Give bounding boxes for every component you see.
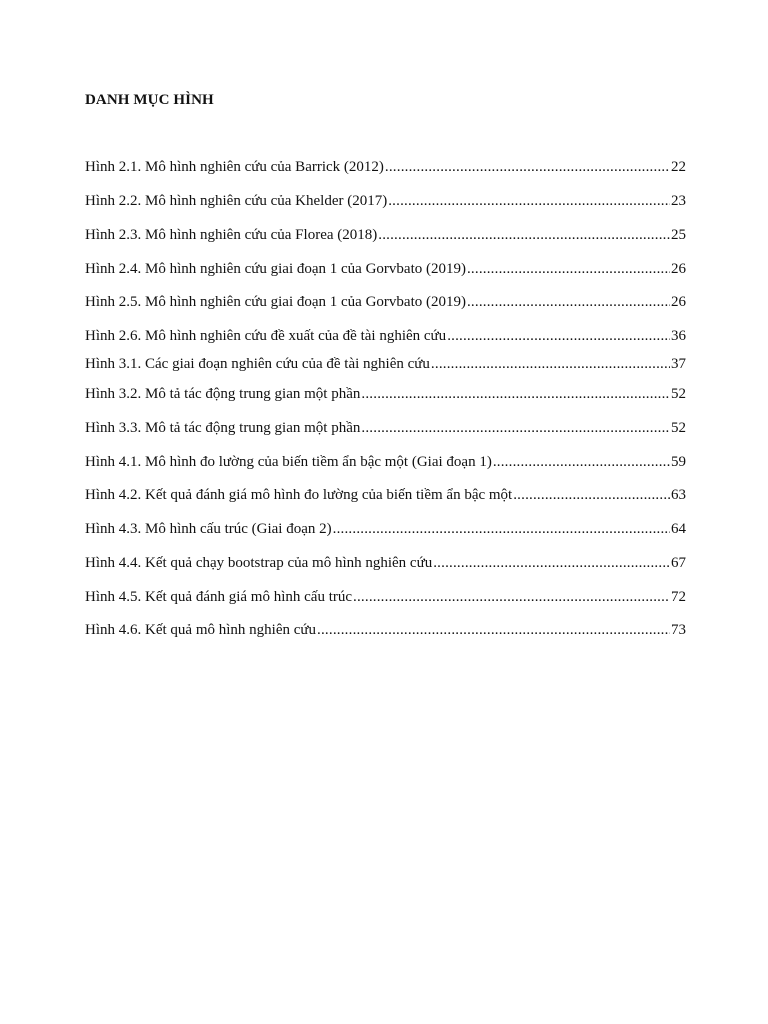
dot-leader <box>388 191 670 211</box>
entry-page-number: 22 <box>671 159 686 175</box>
list-item <box>85 452 686 472</box>
entry-label: Hình 3.1. Các giai đoạn nghiên cứu của đề tài nghiên cứu <box>85 356 430 372</box>
dot-leader <box>467 259 670 279</box>
entry-label: Hình 2.2. Mô hình nghiên cứu của Khelder (2017) <box>85 193 388 209</box>
entry-page-number: 23 <box>671 193 686 209</box>
entry-label: Hình 2.6. Mô hình nghiên cứu đề xuất của đề tài nghiên cứu <box>85 328 447 344</box>
list-item <box>85 225 686 245</box>
page-title: DANH MỤC HÌNH <box>85 92 214 108</box>
entry-page-number: 64 <box>671 521 686 537</box>
list-item <box>85 587 686 607</box>
list-item <box>85 157 686 177</box>
entry-label: Hình 2.1. Mô hình nghiên cứu của Barrick (2012) <box>85 159 384 175</box>
entry-page-number: 72 <box>671 589 686 605</box>
dot-leader <box>433 553 670 573</box>
dot-leader <box>378 225 670 245</box>
dot-leader <box>385 157 670 177</box>
entry-page-number: 26 <box>671 261 686 277</box>
dot-leader <box>361 384 670 404</box>
entry-page-number: 63 <box>671 487 686 503</box>
list-item <box>85 384 686 404</box>
entry-page-number: 52 <box>671 420 686 436</box>
list-item <box>85 620 686 640</box>
dot-leader <box>513 485 670 505</box>
entry-label: Hình 4.5. Kết quả đánh giá mô hình cấu trúc <box>85 589 353 605</box>
list-item <box>85 326 686 346</box>
list-item <box>85 259 686 279</box>
list-item <box>85 191 686 211</box>
dot-leader <box>361 418 670 438</box>
entry-page-number: 25 <box>671 227 686 243</box>
list-item <box>85 418 686 438</box>
entry-label: Hình 2.4. Mô hình nghiên cứu giai đoạn 1 của Gorvbato (2019) <box>85 261 466 277</box>
entry-label: Hình 4.3. Mô hình cấu trúc (Giai đoạn 2) <box>85 521 332 537</box>
entry-label: Hình 2.3. Mô hình nghiên cứu của Florea (2018) <box>85 227 378 243</box>
entry-label: Hình 4.4. Kết quả chạy bootstrap của mô hình nghiên cứu <box>85 555 433 571</box>
entry-page-number: 36 <box>671 328 686 344</box>
entry-label: Hình 3.3. Mô tả tác động trung gian một phần <box>85 420 361 436</box>
dot-leader <box>467 292 670 312</box>
list-item <box>85 354 686 374</box>
list-item <box>85 553 686 573</box>
dot-leader <box>333 519 670 539</box>
entry-page-number: 52 <box>671 386 686 402</box>
dot-leader <box>447 326 670 346</box>
entry-page-number: 67 <box>671 555 686 571</box>
dot-leader <box>317 620 670 640</box>
entry-label: Hình 3.2. Mô tả tác động trung gian một phần <box>85 386 361 402</box>
entry-label: Hình 4.6. Kết quả mô hình nghiên cứu <box>85 622 317 638</box>
dot-leader <box>493 452 670 472</box>
entry-label: Hình 4.2. Kết quả đánh giá mô hình đo lường của biến tiềm ẩn bậc một <box>85 487 513 503</box>
entry-page-number: 26 <box>671 294 686 310</box>
list-item <box>85 485 686 505</box>
list-item <box>85 292 686 312</box>
dot-leader <box>431 354 670 374</box>
entry-page-number: 37 <box>671 356 686 372</box>
entry-page-number: 59 <box>671 454 686 470</box>
dot-leader <box>353 587 670 607</box>
entry-page-number: 73 <box>671 622 686 638</box>
entry-label: Hình 4.1. Mô hình đo lường của biến tiềm ẩn bậc một (Giai đoạn 1) <box>85 454 492 470</box>
entry-label: Hình 2.5. Mô hình nghiên cứu giai đoạn 1 của Gorvbato (2019) <box>85 294 466 310</box>
list-item <box>85 519 686 539</box>
